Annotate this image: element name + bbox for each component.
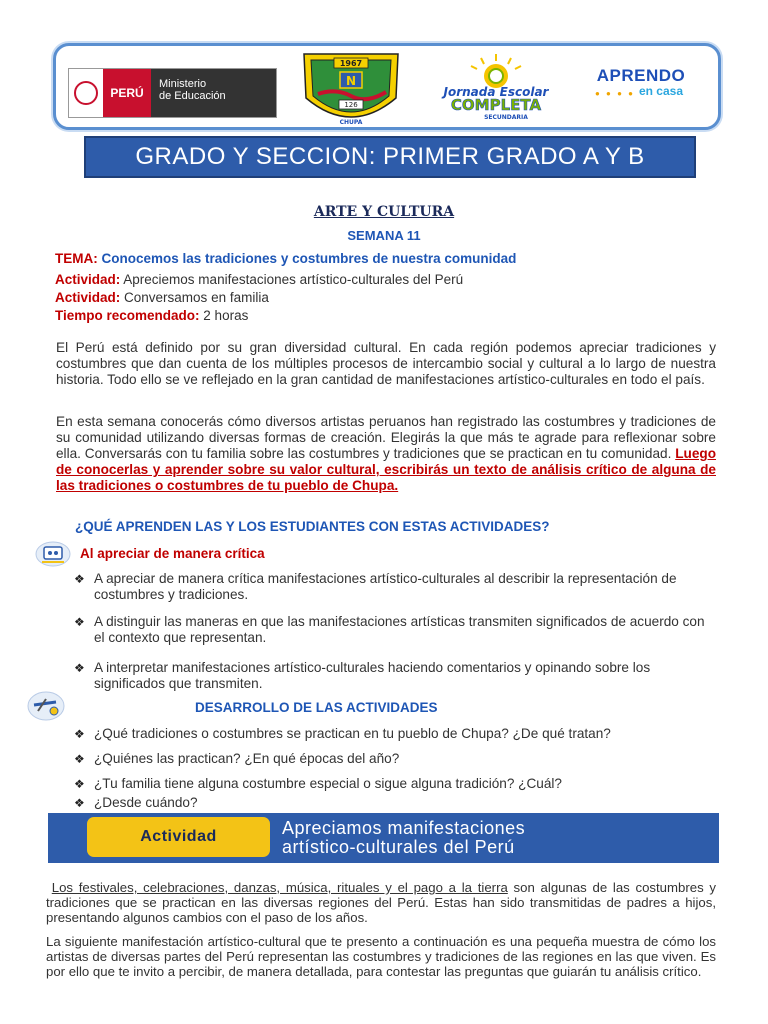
crest-number: 126 <box>344 101 358 109</box>
subject-title: ARTE Y CULTURA <box>313 204 455 220</box>
jornada-line2: COMPLETA <box>450 96 542 114</box>
minedu-logo <box>68 68 277 118</box>
jornada-escolar-logo <box>431 52 561 122</box>
final-paragraph-1: Los festivales, celebraciones, danzas, música, rituales y el pago a la tierra son algunas de las costumbres y tradiciones que se practican en las diversas regiones del Perú. Estas han sido transmitidas de padres a hijos, presentando algunos cambios con el paso de los años. <box>46 880 716 925</box>
dev-heading: DESARROLLO DE LAS ACTIVIDADES <box>195 700 438 715</box>
diamond-bullet-icon: ❖ <box>74 727 85 741</box>
week-label: SEMANA 11 <box>347 228 421 243</box>
actividad-row-1: Actividad: Apreciemos manifestaciones artístico-culturales del Perú <box>55 272 464 287</box>
dev-item: ❖ ¿Desde cuándo? <box>74 795 198 810</box>
header-banner <box>53 43 721 130</box>
learn-item: ❖ A distinguir las maneras en que las manifestaciones artísticas transmiten significados de acuerdo con el contexto que representan. <box>74 614 705 645</box>
activity-title: Apreciamos manifestaciones artístico-culturales del Perú <box>282 818 526 857</box>
jornada-line1: Jornada Escolar <box>443 85 549 99</box>
activity-button[interactable]: Actividad <box>87 817 270 857</box>
tiempo-row: Tiempo recomendado: 2 horas <box>55 308 249 323</box>
crest-year: 1967 <box>339 59 363 68</box>
final-paragraph-2: La siguiente manifestación artístico-cultural que te presento a continuación es una pequeña muestra de cómo los artistas de diversas partes del Perú representan las costumbres y tradiciones de las regiones en las que viven. Es por ello que te invito a percibir, de manera detallada, para contestar las preguntas que guiarán tu análisis crítico. <box>46 934 716 979</box>
crest-name: CHUPA <box>339 119 363 126</box>
intro-paragraph: El Perú está definido por su gran diversidad cultural. En cada región podemos apreciar tradiciones y costumbres que dan cuenta de los múltiples procesos de intercambio social y cultural a lo largo de nuestra historia. Todo ello se ve reflejado en la gran cantidad de manifestaciones artístico-culturales en todo el país. <box>56 340 716 387</box>
students-icon <box>34 539 72 569</box>
crest-letter: N <box>345 74 357 88</box>
tema-row: TEMA: Conocemos las tradiciones y costumbres de nuestra comunidad <box>55 251 517 266</box>
diamond-bullet-icon: ❖ <box>74 615 85 629</box>
learn-heading: ¿QUÉ APRENDEN LAS Y LOS ESTUDIANTES CON ESTAS ACTIVIDADES? <box>75 519 550 534</box>
diamond-bullet-icon: ❖ <box>74 661 85 675</box>
tools-icon <box>26 689 66 723</box>
week-paragraph: En esta semana conocerás cómo diversos artistas peruanos han registrado las costumbres y tradiciones de su comunidad utilizando diversas formas de creación. Elegirás la que más te agrade para reflexionar sobre ella. Conversarás con tu familia sobre las costumbres y tradiciones que se practican en tu comunidad. Luego de conocerlas y aprender sobre su valor cultural, escribirás un texto de análisis crítico de alguna de las tradiciones o costumbres de tu pueblo de Chupa. <box>56 414 717 493</box>
actividad-row-2: Actividad: Conversamos en familia <box>55 290 269 305</box>
dev-item: ❖ ¿Tu familia tiene alguna costumbre especial o sigue alguna tradición? ¿Cuál? <box>74 776 562 791</box>
jornada-line3: SECUNDARIA <box>484 114 528 121</box>
diamond-bullet-icon: ❖ <box>74 572 85 586</box>
diamond-bullet-icon: ❖ <box>74 752 85 766</box>
peru-seal-icon <box>69 69 103 117</box>
diamond-bullet-icon: ❖ <box>74 777 85 791</box>
final-underlined-text: Los festivales, celebraciones, danzas, música, rituales y el pago a la tierra <box>51 880 508 895</box>
grade-title-bar: GRADO Y SECCION: PRIMER GRADO A Y B <box>84 136 696 178</box>
ministerio-label: Ministerio de Educación <box>151 69 276 117</box>
week-paragraph-highlight: Luego de conocerlas y aprender sobre su valor cultural, escribirás un texto de análisis crítico de alguna de las tradiciones o costumbres de tu pueblo de Chupa. <box>56 446 717 493</box>
aprendo-en-casa-logo: APRENDO ● ● ● ● en casa <box>595 66 686 98</box>
diamond-bullet-icon: ❖ <box>74 796 85 810</box>
dots-icon: ● ● ● ● <box>595 89 635 98</box>
dev-item: ❖ ¿Quiénes las practican? ¿En qué épocas del año? <box>74 751 400 766</box>
learn-item: ❖ A apreciar de manera crítica manifestaciones artístico-culturales al describir la representación de costumbres y tradiciones. <box>74 571 677 602</box>
school-crest-icon <box>296 48 406 130</box>
dev-item: ❖ ¿Qué tradiciones o costumbres se practican en tu pueblo de Chupa? ¿De qué tratan? <box>74 726 611 741</box>
learn-item: ❖ A interpretar manifestaciones artístico-culturales haciendo comentarios y opinando sobre los significados que transmiten. <box>74 660 651 691</box>
learn-subheading: Al apreciar de manera crítica <box>80 546 265 561</box>
peru-label: PERÚ <box>103 69 151 117</box>
